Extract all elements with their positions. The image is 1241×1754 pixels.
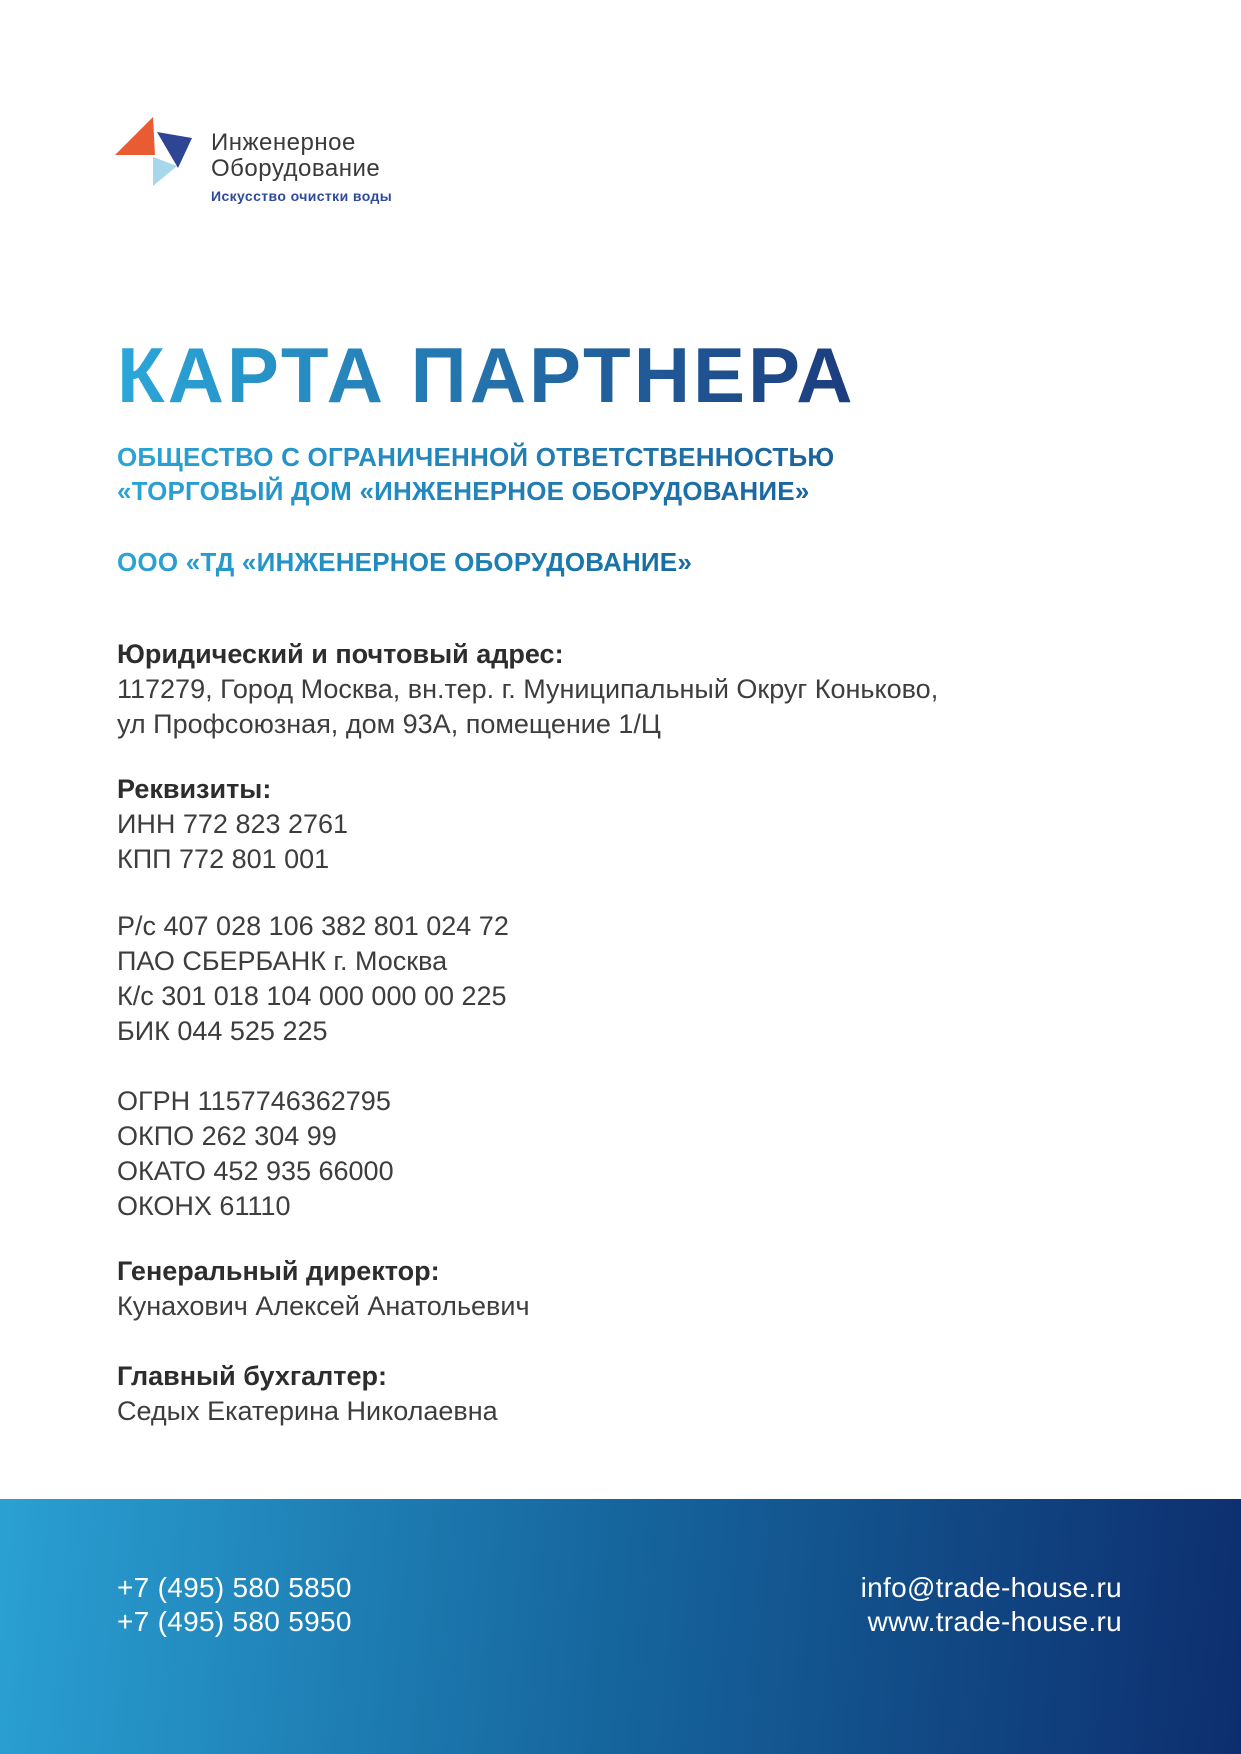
website-url: www.trade-house.ru: [867, 1606, 1122, 1637]
legal-address-line: ул Профсоюзная, дом 93А, помещение 1/Ц: [117, 709, 661, 739]
page-title: КАРТА ПАРТНЕРА: [117, 331, 856, 419]
okato-value: ОКАТО 452 935 66000: [117, 1156, 394, 1186]
legal-address-heading: Юридический и почтовый адрес:: [117, 639, 564, 669]
correspondent-account-value: К/с 301 018 104 000 000 00 225: [117, 981, 507, 1011]
bik-value: БИК 044 525 225: [117, 1016, 328, 1046]
kpp-value: КПП 772 801 001: [117, 844, 330, 874]
okonh-value: ОКОНХ 61110: [117, 1191, 291, 1221]
logo-tagline: Искусство очистки воды: [211, 188, 393, 204]
okpo-value: ОКПО 262 304 99: [117, 1121, 337, 1151]
section-general-director: [117, 1254, 1122, 1324]
document-content: [0, 204, 1241, 1429]
general-director-heading: Генеральный директор:: [117, 1256, 440, 1286]
general-director-name: Кунахович Алексей Анатольевич: [117, 1291, 530, 1321]
phone-number: +7 (495) 580 5950: [117, 1606, 352, 1637]
bank-name-value: ПАО СБЕРБАНК г. Москва: [117, 946, 448, 976]
section-legal-address: [117, 637, 1122, 742]
company-short-name: ООО «ТД «ИНЖЕНЕРНОЕ ОБОРУДОВАНИЕ»: [117, 547, 692, 577]
footer-web-contacts: [861, 1571, 1122, 1639]
footer-contact-band: [0, 1499, 1241, 1754]
chief-accountant-heading: Главный бухгалтер:: [117, 1361, 388, 1391]
company-logo: [105, 98, 1241, 204]
section-registration-codes: [117, 1084, 1122, 1224]
email-address: info@trade-house.ru: [860, 1572, 1122, 1603]
phone-number: +7 (495) 580 5850: [117, 1572, 352, 1603]
section-requisites: [117, 772, 1122, 877]
company-full-name: ОБЩЕСТВО С ОГРАНИЧЕННОЙ ОТВЕТСТВЕННОСТЬЮ «ТОРГОВЫЙ ДОМ «ИНЖЕНЕРНОЕ ОБОРУДОВАНИЕ»: [117, 440, 1007, 508]
logo-company-name-line2: Оборудование: [211, 155, 381, 182]
ogrn-value: ОГРН 1157746362795: [117, 1086, 391, 1116]
footer-phones: [117, 1571, 352, 1639]
settlement-account-value: Р/с 407 028 106 382 801 024 72: [117, 911, 509, 941]
requisites-heading: Реквизиты:: [117, 774, 272, 804]
logo-pinwheel-icon: [105, 98, 193, 198]
chief-accountant-name: Седых Екатерина Николаевна: [117, 1396, 498, 1426]
logo-text-block: [211, 130, 392, 204]
logo-company-name-line1: Инженерное: [211, 129, 356, 156]
section-chief-accountant: [117, 1359, 1122, 1429]
inn-value: ИНН 772 823 2761: [117, 809, 349, 839]
section-bank-details: [117, 909, 1122, 1049]
legal-address-line: 117279, Город Москва, вн.тер. г. Муниципальный Округ Коньково,: [117, 674, 939, 704]
